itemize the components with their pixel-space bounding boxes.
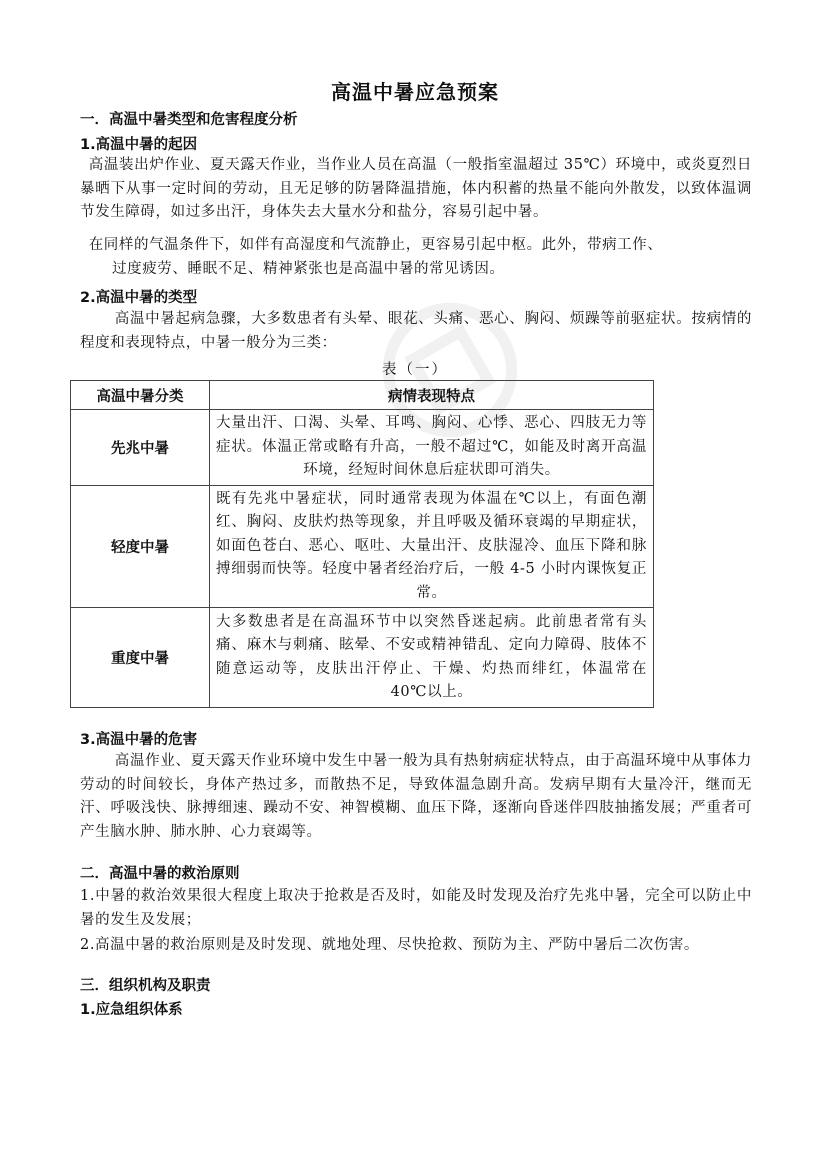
section3-heading: 三．组织机构及职责	[80, 978, 211, 994]
cause-paragraph-1: 高温装出炉作业、夏天露天作业，当作业人员在高温（一般指室温超过 35℃）环境中，或炎夏烈日暴晒下从事一定时间的劳动，且无足够的防暑降温措施，体内积蓄的热量不能向外散发，以致体温调节发生障碍，如过多出汗，身体失去大量水分和盐分，容易引起中暑。	[80, 157, 752, 220]
table-cell-desc: 既有先兆中暑症状，同时通常表现为体温在℃以上，有面色潮红、胸闷、皮肤灼热等现象，并且呼吸及循环衰竭的早期症状，如面色苍白、恶心、呕吐、大量出汗、皮肤湿冷、血压下降和脉搏细弱而快等。轻度中暑者经治疗后，一般 4-5 小时内课恢复正常。	[210, 485, 654, 608]
principle-item-2: 2.高温中暑的救治原则是及时发现、就地处理、尽快抢救、预防为主、严防中暑后二次伤害。	[80, 937, 700, 953]
table-row	[71, 410, 654, 486]
table-header-type: 高温中暑分类	[71, 381, 210, 410]
table-caption: 表（一）	[382, 362, 448, 378]
principle-item-1: 1.中暑的救治效果很大程度上取决于抢救是否及时，如能及时发现及治疗先兆中暑，完全可以防止中暑的发生及发展；	[80, 888, 752, 928]
table-cell-type: 先兆中暑	[71, 410, 210, 486]
table-row	[71, 485, 654, 608]
heatstroke-types-table	[70, 380, 654, 708]
table-cell-desc: 大量出汗、口渴、头晕、耳鸣、胸闷、心悸、恶心、四肢无力等症状。体温正常或略有升高，一般不超过℃，如能及时离开高温环境，经短时间休息后症状即可消失。	[210, 410, 654, 486]
table-header-row	[71, 381, 654, 410]
section1-heading: 一．高温中暑类型和危害程度分析	[80, 112, 298, 128]
types-heading: 2.高温中暑的类型	[80, 290, 198, 306]
cause-paragraph-2-line-1: 在同样的气温条件下，如伴有高湿度和气流静止，更容易引起中枢。此外，带病工作、	[88, 237, 663, 253]
harm-heading: 3.高温中暑的危害	[80, 732, 198, 748]
org-system-heading: 1.应急组织体系	[80, 1002, 183, 1018]
cause-paragraph-2-line-2: 过度疲劳、睡眠不足、精神紧张也是高温中暑的常见诱因。	[112, 261, 505, 277]
table-row	[71, 608, 654, 708]
table-header-symptoms: 病情表现特点	[210, 381, 654, 410]
table-cell-type: 轻度中暑	[71, 485, 210, 608]
table-cell-desc: 大多数患者是在高温环节中以突然昏迷起病。此前患者常有头痛、麻木与刺痛、眩晕、不安或精神错乱、定向力障碍、肢体不随意运动等，皮肤出汗停止、干燥、灼热而绯红，体温常在 40℃以上。	[210, 608, 654, 708]
document-title: 高温中暑应急预案	[331, 80, 499, 104]
table-cell-type: 重度中暑	[71, 608, 210, 708]
types-intro: 高温中暑起病急骤，大多数患者有头晕、眼花、头痛、恶心、胸闷、烦躁等前驱症状。按病情的程度和表现特点，中暑一般分为三类：	[80, 311, 752, 351]
cause-heading: 1.高温中暑的起因	[80, 137, 198, 153]
harm-paragraph: 高温作业、夏天露天作业环境中发生中暑一般为具有热射病症状特点，由于高温环境中从事体力劳动的时间较长，身体产热过多，而散热不足，导致体温急剧升高。发病早期有大量冷汗，继而无汗、呼吸浅快、脉搏细速、躁动不安、神智模糊、血压下降，逐渐向昏迷伴四肢抽搐发展；严重者可产生脑水肿、肺水肿、心力衰竭等。	[80, 753, 752, 840]
section2-heading: 二．高温中暑的救治原则	[80, 866, 240, 882]
